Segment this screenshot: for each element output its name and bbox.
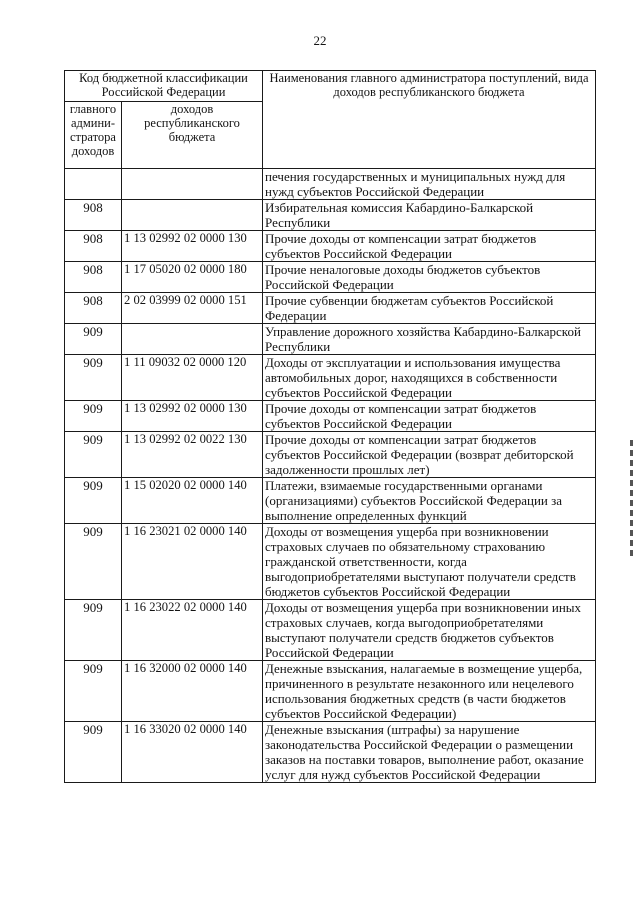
income-code-cell: 2 02 03999 02 0000 151 <box>122 293 263 324</box>
income-name-cell: Платежи, взимаемые государственными органами (организациями) субъектов Российской Федерации за выполнение определенных функций <box>263 478 596 524</box>
table-row <box>65 401 596 432</box>
income-name-cell: Денежные взыскания (штрафы) за нарушение законодательства Российской Федерации о размещении заказов на поставки товаров, выполнение работ, оказание услуг для нужд субъектов Российской Федерации <box>263 722 596 783</box>
income-name-cell: Прочие доходы от компенсации затрат бюджетов субъектов Российской Федерации <box>263 401 596 432</box>
admin-code-cell: 909 <box>65 432 122 478</box>
table-row <box>65 293 596 324</box>
admin-code-cell: 909 <box>65 722 122 783</box>
income-code-cell <box>122 324 263 355</box>
admin-code-cell: 908 <box>65 262 122 293</box>
table-row <box>65 524 596 600</box>
header-admin-code: главного админи-стратора доходов <box>65 102 122 169</box>
income-name-cell: Прочие доходы от компенсации затрат бюджетов субъектов Российской Федерации <box>263 231 596 262</box>
income-code-cell <box>122 200 263 231</box>
income-name-cell: Прочие доходы от компенсации затрат бюджетов субъектов Российской Федерации (возврат дебиторской задолженности прошлых лет) <box>263 432 596 478</box>
admin-code-cell: 908 <box>65 293 122 324</box>
income-name-cell: Доходы от возмещения ущерба при возникновении страховых случаев по обязательному страхованию гражданской ответственности, когда выгодоприобретателями выступают получатели средств бюджетов субъектов Российской Федерации <box>263 524 596 600</box>
income-name-cell: печения государственных и муниципальных нужд для нужд субъектов Российской Федерации <box>263 169 596 200</box>
header-administrator-name: Наименования главного администратора поступлений, вида доходов республиканского бюджета <box>263 71 596 169</box>
income-code-cell: 1 15 02020 02 0000 140 <box>122 478 263 524</box>
income-code-cell: 1 13 02992 02 0022 130 <box>122 432 263 478</box>
table-row <box>65 478 596 524</box>
budget-classification-table <box>64 70 596 783</box>
header-classification-code: Код бюджетной классификации Российской Федерации <box>65 71 263 102</box>
income-code-cell: 1 16 23021 02 0000 140 <box>122 524 263 600</box>
table-row <box>65 661 596 722</box>
admin-code-cell: 909 <box>65 600 122 661</box>
table-body <box>65 169 596 783</box>
income-code-cell: 1 11 09032 02 0000 120 <box>122 355 263 401</box>
income-name-cell: Прочие субвенции бюджетам субъектов Российской Федерации <box>263 293 596 324</box>
income-code-cell: 1 13 02992 02 0000 130 <box>122 231 263 262</box>
table-row <box>65 169 596 200</box>
income-name-cell: Управление дорожного хозяйства Кабардино-Балкарской Республики <box>263 324 596 355</box>
admin-code-cell: 909 <box>65 524 122 600</box>
table-row <box>65 231 596 262</box>
table-row <box>65 600 596 661</box>
income-name-cell: Прочие неналоговые доходы бюджетов субъектов Российской Федерации <box>263 262 596 293</box>
table-row <box>65 355 596 401</box>
admin-code-cell: 908 <box>65 231 122 262</box>
income-code-cell <box>122 169 263 200</box>
income-name-cell: Доходы от возмещения ущерба при возникновении иных страховых случаев, когда выгодоприобретателями выступают получатели средств бюджетов субъектов Российской Федерации <box>263 600 596 661</box>
admin-code-cell: 909 <box>65 355 122 401</box>
admin-code-cell: 908 <box>65 200 122 231</box>
admin-code-cell: 909 <box>65 661 122 722</box>
table-row <box>65 722 596 783</box>
table-row <box>65 432 596 478</box>
income-name-cell: Доходы от эксплуатации и использования имущества автомобильных дорог, находящихся в собственности субъектов Российской Федерации <box>263 355 596 401</box>
table-row <box>65 324 596 355</box>
income-code-cell: 1 16 32000 02 0000 140 <box>122 661 263 722</box>
income-code-cell: 1 16 33020 02 0000 140 <box>122 722 263 783</box>
table-row <box>65 262 596 293</box>
page-number: 22 <box>313 33 327 48</box>
admin-code-cell: 909 <box>65 324 122 355</box>
admin-code-cell: 909 <box>65 478 122 524</box>
table-row <box>65 200 596 231</box>
income-name-cell: Денежные взыскания, налагаемые в возмещение ущерба, причиненного в результате незаконного или нецелевого использования бюджетных средств (в части бюджетов субъектов Российской Федерации) <box>263 661 596 722</box>
header-income-code: доходов республиканского бюджета <box>122 102 263 169</box>
admin-code-cell <box>65 169 122 200</box>
income-code-cell: 1 17 05020 02 0000 180 <box>122 262 263 293</box>
income-name-cell: Избирательная комиссия Кабардино-Балкарской Республики <box>263 200 596 231</box>
margin-mark <box>630 440 633 560</box>
income-code-cell: 1 16 23022 02 0000 140 <box>122 600 263 661</box>
income-code-cell: 1 13 02992 02 0000 130 <box>122 401 263 432</box>
admin-code-cell: 909 <box>65 401 122 432</box>
